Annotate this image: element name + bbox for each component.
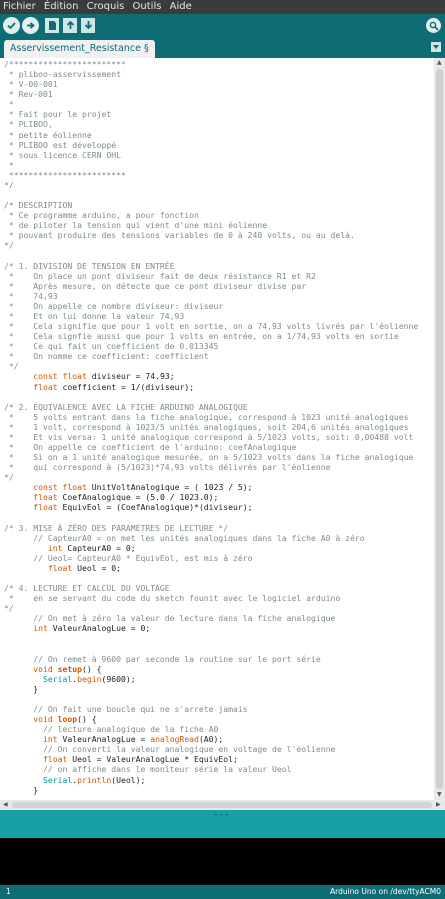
- code-line[interactable]: [4, 160, 434, 170]
- scroll-up-icon[interactable]: ▲: [437, 59, 442, 66]
- code-line[interactable]: [4, 341, 434, 351]
- code-line[interactable]: [4, 220, 434, 230]
- code-line[interactable]: [4, 180, 434, 190]
- code-token: */: [4, 472, 14, 483]
- code-line[interactable]: [4, 371, 434, 381]
- code-line[interactable]: [4, 452, 434, 462]
- code-line[interactable]: [4, 613, 434, 623]
- code-token: analogRead: [150, 734, 199, 745]
- code-line[interactable]: [4, 321, 434, 331]
- toolbar: [0, 14, 445, 38]
- code-line[interactable]: [4, 432, 434, 442]
- code-token: * pliboo-asservissement: [4, 69, 121, 80]
- code-line[interactable]: [4, 553, 434, 563]
- code-token: EquivEol = (CoefAnalogique)*(diviseur);: [57, 502, 253, 513]
- code-token: // On met à zéro la valeur de lecture dans la fiche analogique: [4, 613, 336, 624]
- code-line[interactable]: [4, 754, 434, 764]
- code-editor[interactable]: [0, 58, 434, 800]
- vertical-scroll-thumb[interactable]: [436, 69, 443, 789]
- code-token: [4, 492, 33, 502]
- code-line[interactable]: [4, 523, 434, 533]
- open-icon: [66, 20, 75, 31]
- new-button[interactable]: [45, 18, 59, 33]
- code-token: float: [47, 562, 73, 573]
- code-token: [4, 664, 33, 674]
- verify-button[interactable]: [3, 17, 20, 34]
- code-token: * Cela signifie que pour 1 volt en sortie, on a 74,93 volts livrés par l'éolienne: [4, 321, 419, 332]
- code-token: * Fait pour le projet: [4, 109, 112, 120]
- code-line[interactable]: [4, 119, 434, 129]
- code-token: * petite éolienne: [4, 129, 92, 140]
- code-text[interactable]: [0, 58, 434, 795]
- code-token: */: [4, 603, 14, 614]
- code-token: [4, 563, 48, 573]
- status-bar: [0, 885, 445, 899]
- code-token: const: [33, 371, 58, 382]
- code-line[interactable]: [4, 472, 434, 482]
- code-token: * V-00-001: [4, 79, 58, 90]
- code-token: // on affiche dans le moniteur série la valeur Ueol: [4, 764, 292, 775]
- code-line[interactable]: [4, 89, 434, 99]
- code-line[interactable]: [4, 59, 434, 69]
- menu-edition[interactable]: Édition: [43, 1, 79, 12]
- code-token: // lecture analogique de la fiche A0: [4, 724, 219, 735]
- code-token: * de piloter la tension qui vient d'une mini éolienne: [4, 220, 268, 231]
- code-line[interactable]: [4, 714, 434, 724]
- code-token: * PLIBOO est développé: [4, 139, 117, 150]
- code-line[interactable]: [4, 422, 434, 432]
- code-token: ValeurAnalogLue = 0;: [47, 623, 151, 634]
- code-token: // CapteurA0 = on met les unités analogiques dans la fiche A0 à zéro: [4, 532, 365, 543]
- code-token: /* 3. MISE À ZÉRO DES PARAMÈTRES DE LECTURE */: [4, 522, 229, 533]
- code-line[interactable]: [4, 331, 434, 341]
- code-token: () {: [82, 663, 102, 674]
- code-token: // On converti la valeur analogique en voltage de l'éolienne: [4, 744, 336, 755]
- code-token: float: [62, 371, 87, 382]
- code-token: /* 2. ÉQUIVALENCE AVEC LA FICHE ARDUINO ANALOGIQUE: [4, 401, 248, 412]
- code-token: [4, 775, 43, 785]
- code-line[interactable]: [4, 412, 434, 422]
- code-line[interactable]: [4, 402, 434, 412]
- code-line[interactable]: [4, 593, 434, 603]
- code-token: [4, 382, 33, 392]
- code-line[interactable]: [4, 533, 434, 543]
- code-token: */: [4, 240, 14, 251]
- code-token: void: [33, 714, 53, 725]
- code-token: *: [4, 159, 14, 170]
- code-token: ValeurAnalogLue =: [57, 734, 151, 745]
- code-token: /* 4. LECTURE ET CALCUL DU VOLTAGE: [4, 583, 170, 594]
- code-line[interactable]: [4, 563, 434, 573]
- code-token: float: [33, 502, 58, 513]
- code-token: * 74,93: [4, 290, 58, 301]
- code-token: Ueol = ValeurAnalogLue * EquivEol;: [67, 754, 238, 765]
- code-line[interactable]: [4, 271, 434, 281]
- code-token: * qui correspond à (5/1023)*74,93 volts délivrés par l'éolienne: [4, 462, 331, 473]
- code-token: * Après mesure, on détecte que ce pont diviseur divise par: [4, 280, 307, 291]
- code-line[interactable]: [4, 654, 434, 664]
- code-token: [4, 674, 43, 684]
- code-token: [4, 502, 33, 512]
- code-token: const: [33, 482, 58, 493]
- code-line[interactable]: [4, 69, 434, 79]
- code-token: [4, 714, 33, 724]
- code-token: int: [47, 542, 63, 553]
- code-token: [4, 623, 33, 633]
- menu-bar: [0, 0, 445, 14]
- code-line[interactable]: [4, 502, 434, 512]
- code-line[interactable]: [4, 361, 434, 371]
- code-line[interactable]: [4, 684, 434, 694]
- code-token: CapteurA0 = 0;: [62, 542, 136, 553]
- code-line[interactable]: [4, 785, 434, 795]
- board-port-label: Arduino Uno on /dev/ttyACM0: [329, 887, 441, 896]
- code-line[interactable]: [4, 583, 434, 593]
- code-token: * Ce qui fait un coefficient de 0.013345: [4, 341, 219, 352]
- code-line[interactable]: [4, 200, 434, 210]
- scroll-right-icon[interactable]: ▶: [436, 801, 441, 808]
- code-line[interactable]: [4, 291, 434, 301]
- code-line[interactable]: [4, 210, 434, 220]
- code-line[interactable]: [4, 351, 434, 361]
- code-token: * On nomme ce coefficient: coefficient: [4, 351, 209, 362]
- chevron-down-icon: [433, 45, 439, 49]
- code-token: Serial: [42, 673, 73, 684]
- code-token: /************************: [4, 59, 126, 69]
- code-line[interactable]: [4, 623, 434, 633]
- code-line[interactable]: [4, 150, 434, 160]
- code-line[interactable]: [4, 764, 434, 774]
- code-line[interactable]: [4, 734, 434, 744]
- code-token: (A0);: [198, 734, 224, 745]
- code-token: () {: [77, 714, 97, 725]
- open-button[interactable]: [63, 18, 77, 33]
- serial-monitor-button[interactable]: [426, 18, 441, 33]
- code-token: (Ueol);: [111, 774, 146, 785]
- code-token: [4, 543, 48, 553]
- code-token: [4, 754, 43, 764]
- code-token: // On fait une boucle qui ne s'arrete jamais: [4, 704, 248, 714]
- menu-outils[interactable]: Outils: [132, 1, 162, 12]
- code-token: Serial: [42, 774, 73, 785]
- code-token: * Si on a 1 unité analogique mesurée, on a 5/1023 volts dans la fiche analogique: [4, 452, 414, 463]
- code-token: * Ce programme arduino, a pour fonction: [4, 210, 199, 221]
- code-token: coefficient = 1/(diviseur);: [57, 381, 195, 392]
- code-line[interactable]: [4, 250, 434, 260]
- code-token: /* 1. DIVISION DE TENSION EN ENTRÉE: [4, 260, 175, 271]
- code-token: (9600);: [101, 673, 136, 684]
- code-token: float: [33, 492, 58, 503]
- code-token: float: [33, 381, 58, 392]
- menu-aide[interactable]: Aide: [169, 1, 192, 12]
- code-line[interactable]: [4, 674, 434, 684]
- code-line[interactable]: [4, 301, 434, 311]
- horizontal-scrollbar[interactable]: [0, 800, 445, 810]
- code-token: *: [4, 99, 14, 110]
- verify-icon: [6, 20, 17, 31]
- menu-fichier[interactable]: Fichier: [3, 1, 36, 12]
- code-token: [4, 482, 33, 492]
- code-token: */: [4, 179, 14, 190]
- code-line[interactable]: [4, 442, 434, 452]
- code-line[interactable]: [4, 603, 434, 613]
- code-line[interactable]: [4, 240, 434, 250]
- code-token: // On remet à 9600 par seconde la routine sur le port série: [4, 653, 321, 664]
- vertical-scrollbar[interactable]: [434, 58, 445, 800]
- code-token: begin: [77, 673, 102, 684]
- code-token: loop: [57, 714, 78, 725]
- code-line[interactable]: [4, 775, 434, 785]
- code-token: * Et on lui donne la valeur 74,93: [4, 310, 185, 321]
- code-line[interactable]: [4, 130, 434, 140]
- code-token: int: [42, 734, 58, 745]
- code-line[interactable]: [4, 261, 434, 271]
- code-token: * Et vis versa: 1 unité analogique correspond à 5/1023 volts, soit: 0,00488 volt: [4, 431, 414, 442]
- scroll-left-icon[interactable]: ◀: [3, 801, 8, 808]
- code-token: * Cela signfie aussi que pour 1 volts en entrée, on a 1/74,93 volts en sortie: [4, 331, 399, 342]
- code-token: [4, 734, 43, 744]
- code-line[interactable]: [4, 79, 434, 89]
- horizontal-scroll-thumb[interactable]: [12, 802, 432, 808]
- code-token: /* DESCRIPTION: [4, 200, 73, 211]
- code-line[interactable]: [4, 644, 434, 654]
- code-line[interactable]: [4, 392, 434, 402]
- code-line[interactable]: [4, 99, 434, 109]
- code-token: * Rev-001: [4, 89, 53, 100]
- message-area: [0, 810, 445, 838]
- code-line[interactable]: [4, 694, 434, 704]
- code-line[interactable]: [4, 704, 434, 714]
- code-token: CoefAnalogique = (5.0 / 1023.0);: [57, 492, 219, 503]
- code-line[interactable]: [4, 724, 434, 734]
- code-token: * 5 volts entrant dans la fiche analogique, correspond à 1023 unité analogiques: [4, 411, 409, 422]
- save-button[interactable]: [81, 18, 95, 33]
- menu-croquis[interactable]: Croquis: [86, 1, 125, 12]
- code-token: setup: [57, 663, 82, 674]
- code-line[interactable]: [4, 573, 434, 583]
- code-token: UnitVoltAnalogique = ( 1023 / 5);: [86, 482, 253, 493]
- tab-menu-button[interactable]: [431, 42, 441, 52]
- code-token: * en se servant du code du sketch founit avec le logiciel arduino: [4, 593, 341, 604]
- console-output: [0, 838, 445, 885]
- code-token: // Ueol= CapteurA0 * EquivEol, est mis à zéro: [4, 552, 253, 563]
- code-token: */: [4, 361, 19, 372]
- upload-icon: [25, 20, 36, 31]
- code-token: diviseur = 74.93;: [86, 371, 175, 382]
- code-line[interactable]: [4, 513, 434, 523]
- code-line[interactable]: [4, 633, 434, 643]
- code-token: .: [72, 673, 78, 684]
- new-icon: [48, 20, 57, 31]
- code-line[interactable]: [4, 482, 434, 492]
- code-line[interactable]: [4, 140, 434, 150]
- code-token: ************************: [4, 169, 126, 180]
- code-token: .: [72, 774, 78, 785]
- code-token: * On appelle ce coefficient de l'arduino: coefAnalogique: [4, 441, 297, 452]
- code-token: void: [33, 663, 53, 674]
- code-token: * 1 volt, correspond à 1023/5 unités analogiques, soit 204,6 unités analogiques: [4, 421, 409, 432]
- code-token: }: [4, 683, 39, 694]
- code-token: * On appelle ce nombre diviseur: diviseur: [4, 300, 224, 311]
- code-line[interactable]: [4, 744, 434, 754]
- scroll-down-icon[interactable]: ▼: [437, 791, 442, 798]
- code-line[interactable]: [4, 492, 434, 502]
- upload-button[interactable]: [22, 17, 39, 34]
- code-line[interactable]: [4, 543, 434, 553]
- code-token: * On place un pont diviseur fait de deux résistance R1 et R2: [4, 270, 316, 281]
- tab-bar: [0, 38, 445, 58]
- code-line[interactable]: [4, 190, 434, 200]
- code-token: * PLIBOO,: [4, 119, 53, 130]
- code-token: * pouvant produire des tensions variables de 0 à 240 volts, ou au delà.: [4, 230, 355, 241]
- line-number: 1: [6, 887, 11, 896]
- code-line[interactable]: [4, 382, 434, 392]
- code-line[interactable]: [4, 664, 434, 674]
- save-icon: [84, 20, 93, 31]
- code-token: * sous licence CERN OHL: [4, 149, 121, 160]
- code-line[interactable]: [4, 109, 434, 119]
- resize-grip-icon[interactable]: • • •: [214, 812, 229, 819]
- code-token: float: [42, 754, 68, 765]
- code-token: float: [62, 482, 87, 493]
- code-line[interactable]: [4, 170, 434, 180]
- code-token: println: [77, 774, 112, 785]
- code-token: Ueol = 0;: [72, 562, 121, 573]
- code-line[interactable]: [4, 311, 434, 321]
- tab-sketch[interactable]: Asservissement_Resistance §: [4, 40, 155, 58]
- code-line[interactable]: [4, 230, 434, 240]
- code-token: }: [4, 784, 39, 795]
- code-line[interactable]: [4, 462, 434, 472]
- code-token: [4, 371, 33, 381]
- magnifier-icon: [429, 21, 439, 31]
- code-token: int: [33, 623, 48, 634]
- code-line[interactable]: [4, 281, 434, 291]
